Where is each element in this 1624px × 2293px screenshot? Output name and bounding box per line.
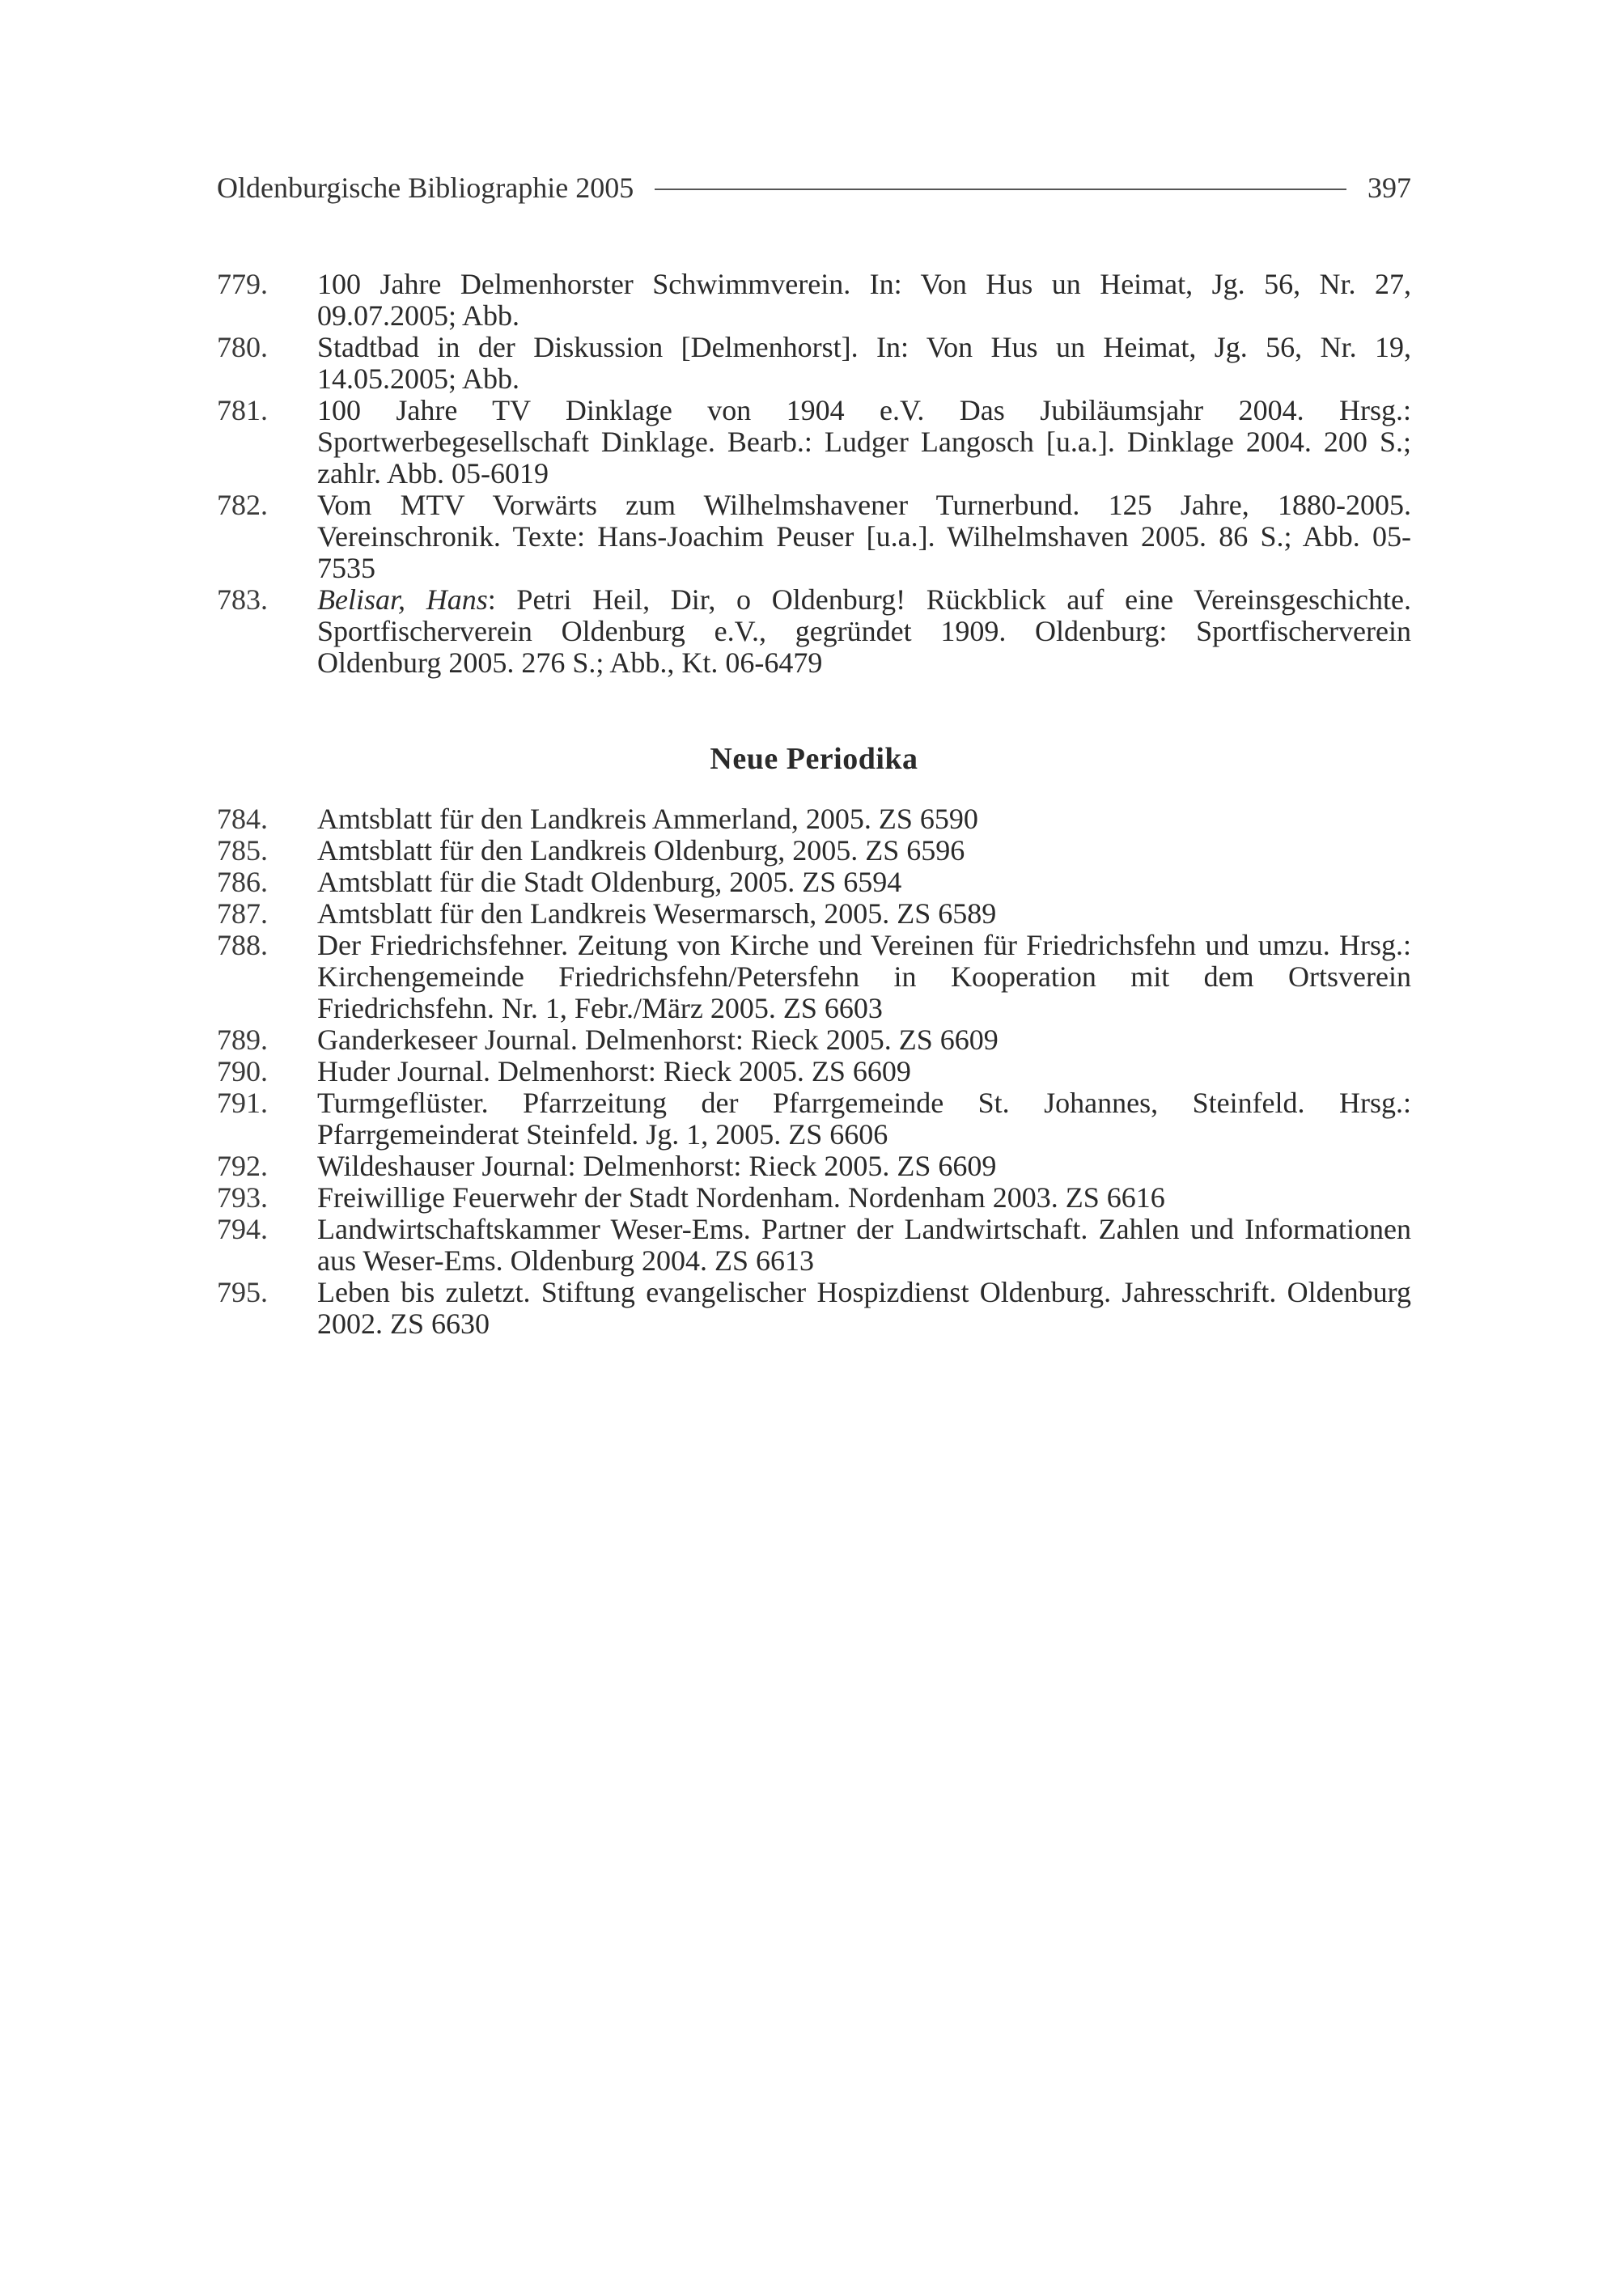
section-heading: Neue Periodika bbox=[710, 742, 918, 776]
entry-text: Wildeshauser Journal: Delmenhorst: Rieck 2005. ZS 6609 bbox=[317, 1150, 997, 1182]
entry-title: : Petri Heil, Dir, o Oldenburg! Rückblick auf eine Vereinsgeschichte. Sportfischerverein Oldenburg e.V., gegründet 1909. Oldenburg: Sportfischerverein Oldenburg 2005. 276 S.; Abb., Kt. 06-6479 bbox=[317, 583, 1411, 679]
bibliography-entry bbox=[217, 835, 1411, 867]
entry-author: Belisar, Hans bbox=[317, 583, 488, 616]
entry-number: 781. bbox=[217, 394, 268, 426]
bibliography-entry bbox=[217, 930, 1411, 1024]
bibliography-entry bbox=[217, 1151, 1411, 1182]
entry-number: 788. bbox=[217, 929, 268, 961]
bibliography-entry bbox=[217, 395, 1411, 490]
bibliography-entry bbox=[217, 584, 1411, 679]
entry-number: 792. bbox=[217, 1150, 268, 1182]
running-head bbox=[217, 165, 1411, 210]
bibliography-entry bbox=[217, 1024, 1411, 1056]
entry-text: Ganderkeseer Journal. Delmenhorst: Rieck 2005. ZS 6609 bbox=[317, 1024, 999, 1056]
entry-text: Der Friedrichsfehner. Zeitung von Kirche und Vereinen für Friedrichsfehn und umzu. Hrsg.: Kirchengemeinde Friedrichsfehn/Petersfehn in Kooperation mit dem Ortsverein Friedrichsfehn. Nr. 1, Febr./März 2005. ZS 6603 bbox=[317, 929, 1411, 1024]
entry-number: 794. bbox=[217, 1213, 268, 1245]
entry-text: 100 Jahre Delmenhorster Schwimmverein. In: Von Hus un Heimat, Jg. 56, Nr. 27, 09.07.2005; Abb. bbox=[317, 268, 1411, 332]
entry-number: 790. bbox=[217, 1055, 268, 1087]
entry-list-periodicals bbox=[217, 803, 1411, 1340]
entry-number: 786. bbox=[217, 866, 268, 898]
entry-text: Landwirtschaftskammer Weser-Ems. Partner der Landwirtschaft. Zahlen und Informationen aus Weser-Ems. Oldenburg 2004. ZS 6613 bbox=[317, 1213, 1411, 1277]
bibliography-entry bbox=[217, 1087, 1411, 1151]
bibliography-entry bbox=[217, 490, 1411, 584]
entry-number: 785. bbox=[217, 834, 268, 867]
bibliography-entry bbox=[217, 803, 1411, 835]
bibliography-entry bbox=[217, 1214, 1411, 1277]
entry-number: 789. bbox=[217, 1024, 268, 1056]
entry-number: 783. bbox=[217, 583, 268, 616]
entry-number: 791. bbox=[217, 1087, 268, 1119]
entry-text: Amtsblatt für den Landkreis Ammerland, 2005. ZS 6590 bbox=[317, 803, 978, 835]
entry-text: Amtsblatt für die Stadt Oldenburg, 2005. ZS 6594 bbox=[317, 866, 902, 898]
entry-text: Freiwillige Feuerwehr der Stadt Nordenham. Nordenham 2003. ZS 6616 bbox=[317, 1181, 1165, 1214]
entry-text: 100 Jahre TV Dinklage von 1904 e.V. Das Jubiläumsjahr 2004. Hrsg.: Sportwerbegesellschaft Dinklage. Bearb.: Ludger Langosch [u.a.]. Dinklage 2004. 200 S.; zahlr. Abb. 05-6019 bbox=[317, 394, 1411, 490]
entry-list-sports bbox=[217, 269, 1411, 679]
entry-text: Leben bis zuletzt. Stiftung evangelischer Hospizdienst Oldenburg. Jahresschrift. Oldenburg 2002. ZS 6630 bbox=[317, 1276, 1411, 1340]
entry-text: Vom MTV Vorwärts zum Wilhelmshavener Turnerbund. 125 Jahre, 1880-2005. Vereinschronik. Texte: Hans-Joachim Peuser [u.a.]. Wilhelmshaven 2005. 86 S.; Abb. 05-7535 bbox=[317, 489, 1411, 584]
entry-text bbox=[317, 584, 1411, 679]
entry-text: Amtsblatt für den Landkreis Oldenburg, 2005. ZS 6596 bbox=[317, 834, 965, 867]
entry-text: Amtsblatt für den Landkreis Wesermarsch, 2005. ZS 6589 bbox=[317, 897, 997, 930]
entry-number: 782. bbox=[217, 489, 268, 521]
page-number: 397 bbox=[1367, 172, 1411, 204]
bibliography-entry bbox=[217, 867, 1411, 898]
entry-number: 795. bbox=[217, 1276, 268, 1308]
entry-text: Stadtbad in der Diskussion [Delmenhorst]. In: Von Hus un Heimat, Jg. 56, Nr. 19, 14.05.2005; Abb. bbox=[317, 331, 1411, 395]
entry-text: Huder Journal. Delmenhorst: Rieck 2005. ZS 6609 bbox=[317, 1055, 911, 1087]
entry-number: 784. bbox=[217, 803, 268, 835]
running-head-title: Oldenburgische Bibliographie 2005 bbox=[217, 172, 634, 204]
bibliography-entry bbox=[217, 1277, 1411, 1340]
entry-number: 780. bbox=[217, 331, 268, 363]
entry-number: 787. bbox=[217, 897, 268, 930]
bibliography-entry bbox=[217, 269, 1411, 332]
entry-text: Turmgeflüster. Pfarrzeitung der Pfarrgemeinde St. Johannes, Steinfeld. Hrsg.: Pfarrgemeinderat Steinfeld. Jg. 1, 2005. ZS 6606 bbox=[317, 1087, 1411, 1151]
bibliography-entry bbox=[217, 898, 1411, 930]
bibliography-entry bbox=[217, 1056, 1411, 1087]
entry-number: 779. bbox=[217, 268, 268, 300]
entry-number: 793. bbox=[217, 1181, 268, 1214]
bibliography-entry bbox=[217, 332, 1411, 395]
bibliography-entry bbox=[217, 1182, 1411, 1214]
running-head-rule bbox=[655, 189, 1346, 190]
